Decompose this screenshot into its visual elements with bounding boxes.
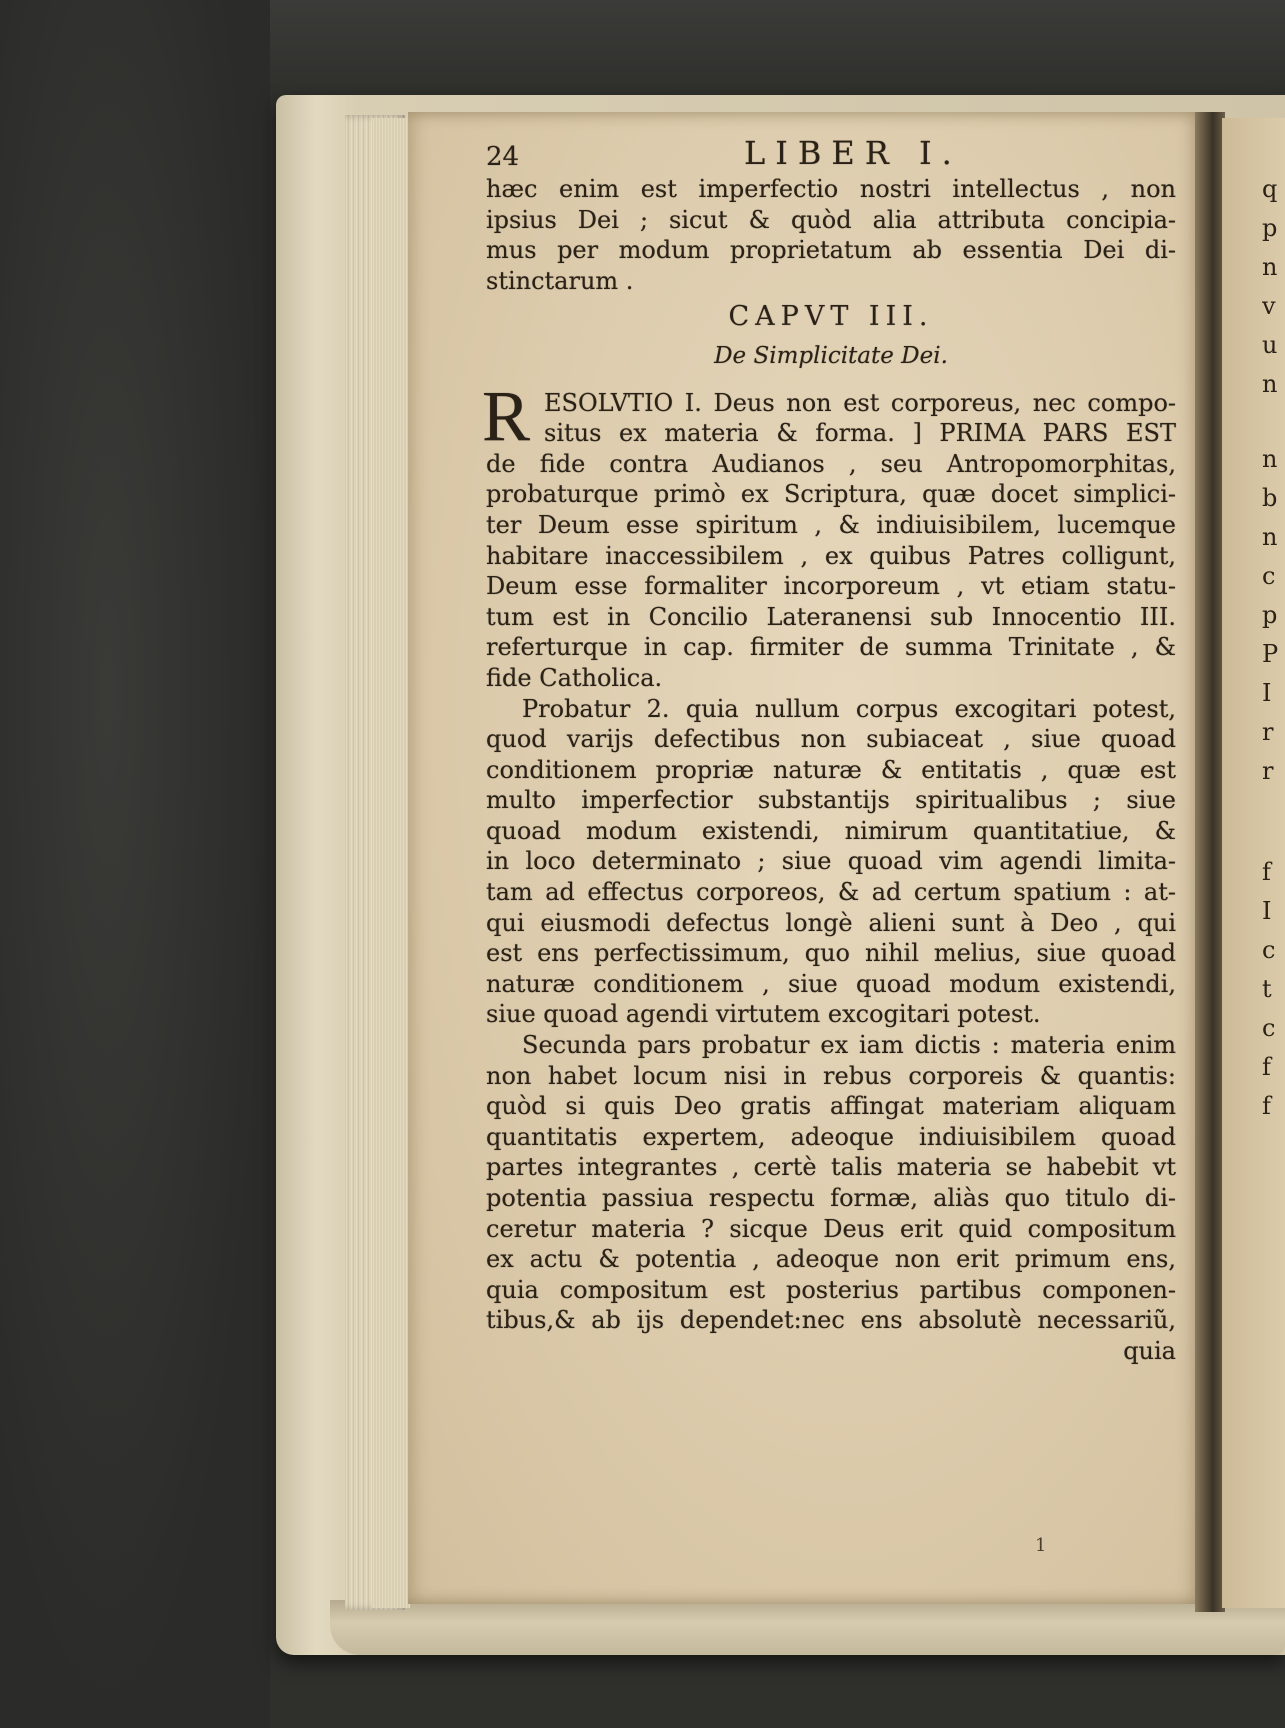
text-line: qui eiusmodi defectus longè alieni sunt à Deo , qui <box>486 908 1176 937</box>
text-line: Secunda pars probatur ex iam dictis : materia enim <box>522 1031 1176 1060</box>
text-line: est ens perfectissimum, quo nihil melius, siue quoad <box>486 939 1176 968</box>
text-line: potentia passiua respectu formæ, aliàs quo titulo di- <box>486 1184 1176 1212</box>
text-line: fide Catholica. <box>486 663 663 692</box>
text-line: ipsius Dei ; sicut & quòd alia attributa concipia- <box>486 205 1176 234</box>
text-line: ceretur materia ? sicque Deus erit quid compositum <box>486 1214 1176 1243</box>
text-line: tum est in Concilio Lateranensi sub Innocentio III. <box>486 602 1176 631</box>
running-title: LIBER I. <box>744 134 962 172</box>
resolution-block <box>482 375 1176 456</box>
text-line: quantitatis expertem, adeoque indiuisibilem quoad <box>486 1122 1176 1151</box>
text-line: referturque in cap. firmiter de summa Trinitate , & <box>486 633 1176 662</box>
book-gutter <box>1195 112 1225 1612</box>
chapter-subtitle: De Simplicitate Dei. <box>714 342 948 369</box>
footer-mark: 1 <box>1035 1535 1047 1556</box>
text-line: quia compositum est posterius partibus componen- <box>486 1275 1176 1304</box>
text-line: naturæ conditionem , siue quoad modum existendi, <box>486 969 1176 998</box>
text-line: stinctarum . <box>486 266 634 295</box>
text-line: Deum esse formaliter incorporeum , vt etiam statu- <box>486 572 1176 601</box>
text-line: tibus,& ab ijs dependet:nec ens absolutè necessariũ, <box>486 1306 1176 1335</box>
page-number: 24 <box>486 142 520 172</box>
text-line: habitare inaccessibilem , ex quibus Patres colligunt, <box>486 541 1176 570</box>
chapter-heading: CAPVT III. <box>728 301 934 333</box>
text-line: conditionem propriæ naturæ & entitatis , quæ est <box>486 755 1176 784</box>
catchword: quia <box>1123 1336 1176 1365</box>
text-line: ter Deum esse spiritum , & indiuisibilem, lucemque <box>486 510 1176 539</box>
page-edges-inner <box>372 118 410 1608</box>
text-line: in loco determinato ; siue quoad vim agendi limita- <box>486 847 1176 876</box>
text-line: partes integrantes , certè talis materia se habebit vt <box>486 1153 1176 1182</box>
running-head <box>486 134 1176 174</box>
text-line: non habet locum nisi in rebus corporeis & quantis: <box>486 1061 1176 1090</box>
text-line: situs ex materia & forma. ] PRIMA PARS EST <box>544 419 1176 448</box>
text-line: hæc enim est imperfectio nostri intellectus , non <box>486 175 1176 203</box>
text-line: de fide contra Audianos , seu Antropomorphitas, <box>486 449 1176 478</box>
drop-cap: R <box>482 375 531 456</box>
text-line: Probatur 2. quia nullum corpus excogitari potest, <box>522 694 1176 723</box>
text-line: quòd si quis Deo gratis affingat materiam aliquam <box>486 1092 1176 1121</box>
facing-page-text: q p n v u n n b n c p P I r r f I c t c f f <box>1262 175 1279 1120</box>
text-line: ESOLVTIO I. Deus non est corporeus, nec compo- <box>544 388 1176 417</box>
text-line: probaturque primò ex Scriptura, quæ docet simplici- <box>486 480 1176 509</box>
text-line: tam ad effectus corporeos, & ad certum spatium : at- <box>486 878 1176 907</box>
text-line: mus per modum proprietatum ab essentia Dei di- <box>486 236 1176 265</box>
book-cover-bottom <box>330 1600 1285 1655</box>
text-line: ex actu & potentia , adeoque non erit primum ens, <box>486 1245 1176 1274</box>
text-line: quod varijs defectibus non subiaceat , siue quoad <box>486 725 1176 754</box>
text-line: multo imperfectior substantijs spiritualibus ; siue <box>486 786 1176 815</box>
text-line: quoad modum existendi, nimirum quantitatiue, & <box>486 816 1176 845</box>
page-text-block <box>482 134 1176 1367</box>
text-line: siue quoad agendi virtutem excogitari potest. <box>486 1000 1041 1029</box>
background-left <box>0 0 270 1728</box>
